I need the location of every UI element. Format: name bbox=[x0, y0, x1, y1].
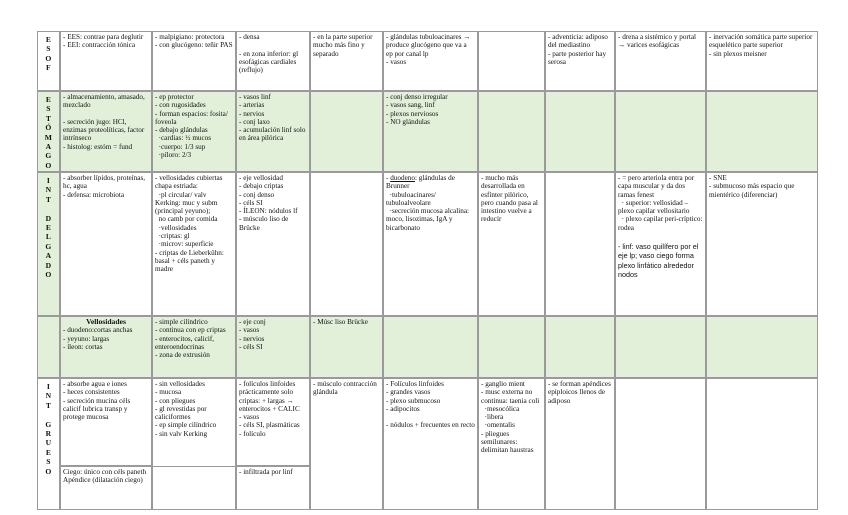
cell-line: - densa bbox=[239, 33, 260, 41]
cell-line: - vasos bbox=[239, 413, 260, 422]
vellos-cell-1 bbox=[152, 316, 236, 378]
cell-line: - músculo contracción glándula bbox=[313, 380, 379, 397]
cell-line: - nódulos + frecuentes en recto bbox=[386, 421, 475, 430]
cell-line: - arterias bbox=[239, 101, 265, 110]
cell-line: - mucho más desarrollada en esfínter pilórico, pero cuando pasa al intestino vuelve a reducir bbox=[481, 174, 540, 224]
cell-line: - se forman apéndices epiploicos llenos de adiposo bbox=[548, 380, 613, 405]
cell-line: - continua con ep criptas bbox=[155, 326, 226, 335]
row-label-char: G bbox=[45, 151, 52, 161]
cell-line: - con rugosidades bbox=[155, 101, 206, 110]
cell-esof-col4 bbox=[310, 31, 383, 91]
row-label-char: D bbox=[45, 213, 52, 223]
row-label-char: N bbox=[45, 185, 52, 195]
row-label-char bbox=[40, 410, 57, 419]
row-label-char: T bbox=[45, 400, 52, 410]
cell-line: - folículos linfoides prácticamente solo criptas: + largas → enterocitos + CALIC bbox=[239, 380, 300, 413]
cell-line: - infiltrada por linf bbox=[239, 468, 293, 476]
row-label-char: O bbox=[45, 466, 52, 476]
row-label-char: Ó bbox=[45, 123, 52, 133]
cell-line: - eje vellosidad bbox=[239, 174, 283, 182]
row-label-char: O bbox=[45, 160, 52, 170]
cell-line: - gl revestidas por caliciformes bbox=[155, 404, 209, 422]
cell-line: - malpigiano: protectora bbox=[155, 33, 225, 41]
cell-intgr-col3 bbox=[236, 378, 310, 466]
row-label-intgr bbox=[37, 378, 60, 510]
vellos-empty-7 bbox=[545, 316, 615, 378]
cell-line: - acumulación linf solo en área pilórica bbox=[239, 126, 308, 143]
cell-estom-col9 bbox=[706, 91, 818, 172]
vellos-empty-8 bbox=[615, 316, 706, 378]
vellos-label-spacer bbox=[37, 316, 60, 378]
cell-line: - glándulas tubuloacinares → produce glucógeno que va a ep por canal lp bbox=[386, 33, 473, 58]
cell-estom-col2 bbox=[152, 91, 236, 172]
cell-line: - zona de extrusión bbox=[155, 351, 210, 360]
row-label-char: I bbox=[46, 176, 51, 185]
cell-line: ·libera bbox=[481, 413, 504, 422]
cell-line: - criptas de Lieberkühn: basal + céls paneth y madre bbox=[155, 248, 226, 274]
cell-line: - conj laxo bbox=[239, 117, 270, 126]
cell-intdel-col3 bbox=[236, 172, 310, 316]
cell-estom-col3 bbox=[236, 91, 310, 172]
cell-line: - ep protector bbox=[155, 93, 194, 101]
cell-intdel-col2 bbox=[152, 172, 236, 316]
cell-intgr-col5 bbox=[383, 378, 478, 510]
cell-line: - drena a sistémico y portal → varices esofágicas bbox=[618, 33, 698, 50]
cell-line: - heces consistentes bbox=[63, 388, 120, 397]
cell-line: - Músc liso Brücke bbox=[313, 318, 368, 326]
cell-line: - eje conj bbox=[239, 318, 266, 326]
row-label-char: D bbox=[45, 260, 52, 270]
row-label-char: T bbox=[45, 113, 52, 123]
cell-line: ·vellosidades bbox=[155, 223, 197, 232]
cell-line: - inervación somática parte superior esquelético parte superior bbox=[709, 33, 815, 50]
row-label-char: M bbox=[44, 132, 53, 142]
cell-line bbox=[239, 41, 307, 49]
cell-esof-col2 bbox=[152, 31, 236, 91]
cell-line: - vasos sang, linf bbox=[386, 101, 435, 110]
cell-line: - submucoso más espacio que mientérico (diferenciar) bbox=[709, 182, 797, 199]
row-label-char: O bbox=[45, 270, 52, 280]
cell-esof-col3 bbox=[236, 31, 310, 91]
cell-intgr-col6 bbox=[478, 378, 545, 510]
cell-estom-col4 bbox=[310, 91, 383, 172]
cell-line: - ÍLEON: nódulos lf bbox=[239, 207, 298, 216]
row-label-char: A bbox=[45, 251, 52, 261]
row-label-char: N bbox=[45, 391, 52, 401]
vellos-title: Vellosidades bbox=[86, 317, 126, 326]
cell-estom-col6 bbox=[478, 91, 545, 172]
vellos-empty-6 bbox=[478, 316, 545, 378]
cell-line: - folículo bbox=[239, 429, 266, 438]
cell-line: - debajo criptas bbox=[239, 182, 284, 191]
cell-line: - Folículos linfoides bbox=[386, 380, 444, 388]
cell-intdel-col4 bbox=[310, 172, 383, 316]
cell-intdel-col7 bbox=[545, 172, 615, 316]
cell-line: - sin plexos meisner bbox=[709, 49, 767, 58]
row-label-char: G bbox=[45, 241, 52, 251]
cell-line: - duodeno: glándulas de Brunner bbox=[386, 174, 457, 191]
cell-intdel-col8 bbox=[615, 172, 706, 316]
cell-line: - yeyuno: largas bbox=[63, 334, 110, 343]
cell-line: ·microv: superficie bbox=[155, 240, 214, 249]
cell-intgr-col4 bbox=[310, 378, 383, 510]
cell-line: - ep simple cilíndrico bbox=[155, 421, 217, 430]
cell-estom-col7 bbox=[545, 91, 615, 172]
cell-line: ·píloro: 2/3 bbox=[155, 151, 192, 160]
cell-intdel-col6 bbox=[478, 172, 545, 316]
cell-line: - músculo liso de Brücke bbox=[239, 215, 291, 232]
cell-line: - NO glándulas bbox=[386, 117, 430, 126]
row-label-char: I bbox=[46, 382, 51, 391]
ciego-cell bbox=[60, 466, 152, 510]
cell-line: Ciego: único con céls paneth bbox=[63, 468, 147, 476]
row-label-char: L bbox=[45, 232, 52, 242]
row-label-char: A bbox=[45, 142, 52, 152]
cell-line: - grandes vasos bbox=[386, 388, 431, 397]
cell-line: · superior: vellosidad – plexo capilar vellositario bbox=[618, 198, 690, 216]
cell-line: ·criptas: gl bbox=[155, 232, 190, 241]
cell-line: - céls SI bbox=[239, 198, 263, 207]
row-label-char: E bbox=[45, 223, 52, 233]
row-label-intdel bbox=[37, 172, 60, 316]
cell-line: - EES: contrae para deglutir bbox=[63, 33, 144, 41]
cell-line: - simple cilíndrico bbox=[155, 318, 208, 326]
cell-line: - musc externa no continua: taenia coli bbox=[481, 388, 540, 405]
cell-line: - plexo submucoso bbox=[386, 396, 441, 405]
cell-line: ·cuerpo: 1/3 sup bbox=[155, 142, 206, 151]
cell-line: - secreción mucina céls calicif lubrica transp y protege mucosa bbox=[63, 396, 133, 422]
cell-estom-col8 bbox=[615, 91, 706, 172]
cell-line: - en zona inferior: gl esofágicas cardiales (reflujo) bbox=[239, 49, 300, 75]
cell-line: - conj denso bbox=[239, 190, 275, 199]
cell-line: - absorbe agua e iones bbox=[63, 380, 127, 388]
cell-intgr-col7 bbox=[545, 378, 615, 510]
cell-line: - íleon: cortas bbox=[63, 342, 103, 351]
cell-line: - vasos bbox=[386, 57, 407, 66]
cell-line: ·tubuloacinares/ tubuloalveolare bbox=[386, 190, 438, 207]
cell-line: - forman espacios: fosita/ foveola bbox=[155, 109, 230, 126]
cell-intdel-col1 bbox=[60, 172, 152, 316]
cell-esof-col9 bbox=[706, 31, 818, 91]
cell-esof-col5 bbox=[383, 31, 478, 91]
cell-line: - mucosa bbox=[155, 388, 182, 397]
cell-esof-col7 bbox=[545, 31, 615, 91]
row-label-char: G bbox=[45, 419, 52, 429]
cell-line: - = pero arteriola entra por capa muscular y da dos ramas fenest bbox=[618, 174, 696, 199]
row-label-char: T bbox=[45, 194, 52, 204]
cell-line: - conj denso irregular bbox=[386, 93, 448, 101]
cell-line: - debajo glándulas bbox=[155, 126, 208, 135]
cell-line: ·cardias: ½ mucos bbox=[155, 134, 212, 143]
cell-line: - nervios bbox=[239, 334, 265, 343]
vellos-empty-9 bbox=[706, 316, 818, 378]
cell-line bbox=[63, 110, 149, 118]
cell-line: - almacenamiento, amasado, mezclado bbox=[63, 93, 147, 110]
cell-intgr-col8 bbox=[615, 378, 706, 510]
cell-intdel-col9 bbox=[706, 172, 818, 316]
cell-line: - parte posterior hay serosa bbox=[548, 49, 608, 66]
row-label-char bbox=[40, 204, 57, 213]
row-label-char: E bbox=[45, 35, 52, 44]
cell-estom-col1 bbox=[60, 91, 152, 172]
cell-line: - con pliegues bbox=[155, 396, 196, 405]
vellos-cell-3 bbox=[310, 316, 383, 378]
row-label-estom bbox=[37, 91, 60, 172]
infiltrada-cell bbox=[236, 466, 310, 510]
row-label-char: S bbox=[46, 44, 51, 54]
cell-line: - linf: vaso quilífero por el eje lp; vaso ciego forma plexo linfático alrededor nodos bbox=[618, 241, 701, 280]
row-label-char: S bbox=[46, 457, 51, 467]
row-label-char: E bbox=[45, 95, 52, 104]
row-label-char: E bbox=[45, 447, 52, 457]
cell-line: - con glucógeno: teñir PAS bbox=[155, 41, 233, 50]
vellos-empty-5 bbox=[383, 316, 478, 378]
cell-line: - absorber lípidos, proteínas, hc, agua bbox=[63, 174, 147, 191]
cell-esof-col8 bbox=[615, 31, 706, 91]
cell-line bbox=[386, 413, 475, 421]
cell-line: - céls SI bbox=[239, 342, 263, 351]
cell-line: - plexos nerviosos bbox=[386, 109, 439, 118]
cell-line: - secreción jugo: HCl, enzimas proteolíticas, factor intrínseco bbox=[63, 117, 147, 143]
cell-line: - vasos bbox=[239, 326, 260, 335]
cell-intgr-col9 bbox=[706, 378, 818, 510]
cell-line: - histolog: estóm = fund bbox=[63, 142, 133, 151]
row-label-char: R bbox=[45, 429, 52, 439]
cell-esof-col6 bbox=[478, 31, 545, 91]
row-label-esof bbox=[37, 31, 60, 91]
vellos-title-cell bbox=[60, 316, 152, 378]
cell-line: - adventicia: adiposo del mediastino bbox=[548, 33, 610, 50]
cell-line: - defensa: microbiota bbox=[63, 190, 125, 199]
cell-line: - vasos linf bbox=[239, 93, 271, 101]
cell-line: ·mesocólica bbox=[481, 404, 520, 413]
cell-line: Apéndice (dilatación ciego) bbox=[63, 476, 143, 485]
cell-line: - vellosidades cubiertas chapa estriada: bbox=[155, 174, 225, 191]
cell-line: - en la parte superior mucho más fino y separado bbox=[313, 33, 375, 58]
cell-line: ·pl circular/ valv Kerking: muc y subm (principal yeyuno); bbox=[155, 190, 220, 216]
cell-line: - duodeno:cortas anchas bbox=[63, 326, 133, 335]
cell-line: - sin valv Kerking bbox=[155, 429, 208, 438]
vellos-cell-2 bbox=[236, 316, 310, 378]
cell-line: - adipocitos bbox=[386, 404, 420, 413]
cell-line: - sin vellosidades bbox=[155, 380, 205, 388]
cell-line: no camb por comida bbox=[155, 215, 218, 224]
cell-intdel-col5 bbox=[383, 172, 478, 316]
cell-line: ·secreción mucosa alcalina: moco, lisozimas, IgA y bicarbonato bbox=[386, 207, 471, 232]
cell-line: - ganglio mient bbox=[481, 380, 525, 388]
row-label-char: F bbox=[46, 63, 51, 73]
cell-line: - céls SI, plasmáticas bbox=[239, 421, 300, 430]
cell-line: - nervios bbox=[239, 109, 265, 118]
cell-line: - pliegues semilunares: delimitan haustras bbox=[481, 429, 534, 455]
cell-estom-col5 bbox=[383, 91, 478, 172]
cell-intgr-col1 bbox=[60, 378, 152, 466]
cell-line: - SNE bbox=[709, 174, 727, 182]
cell-line bbox=[618, 232, 703, 242]
ciego-spacer bbox=[152, 466, 236, 510]
row-label-char: U bbox=[45, 438, 52, 448]
row-label-char: S bbox=[46, 104, 51, 114]
cell-line: - enterocitos, calicif, enteroendocrinas bbox=[155, 334, 216, 351]
cell-line: · plexo capilar peri-críptico: rodea bbox=[618, 215, 705, 232]
cell-line: - EEI: contracción tónica bbox=[63, 41, 136, 50]
row-label-char: O bbox=[45, 53, 52, 63]
cell-line: ·omentalis bbox=[481, 421, 515, 430]
cell-esof-col1 bbox=[60, 31, 152, 91]
